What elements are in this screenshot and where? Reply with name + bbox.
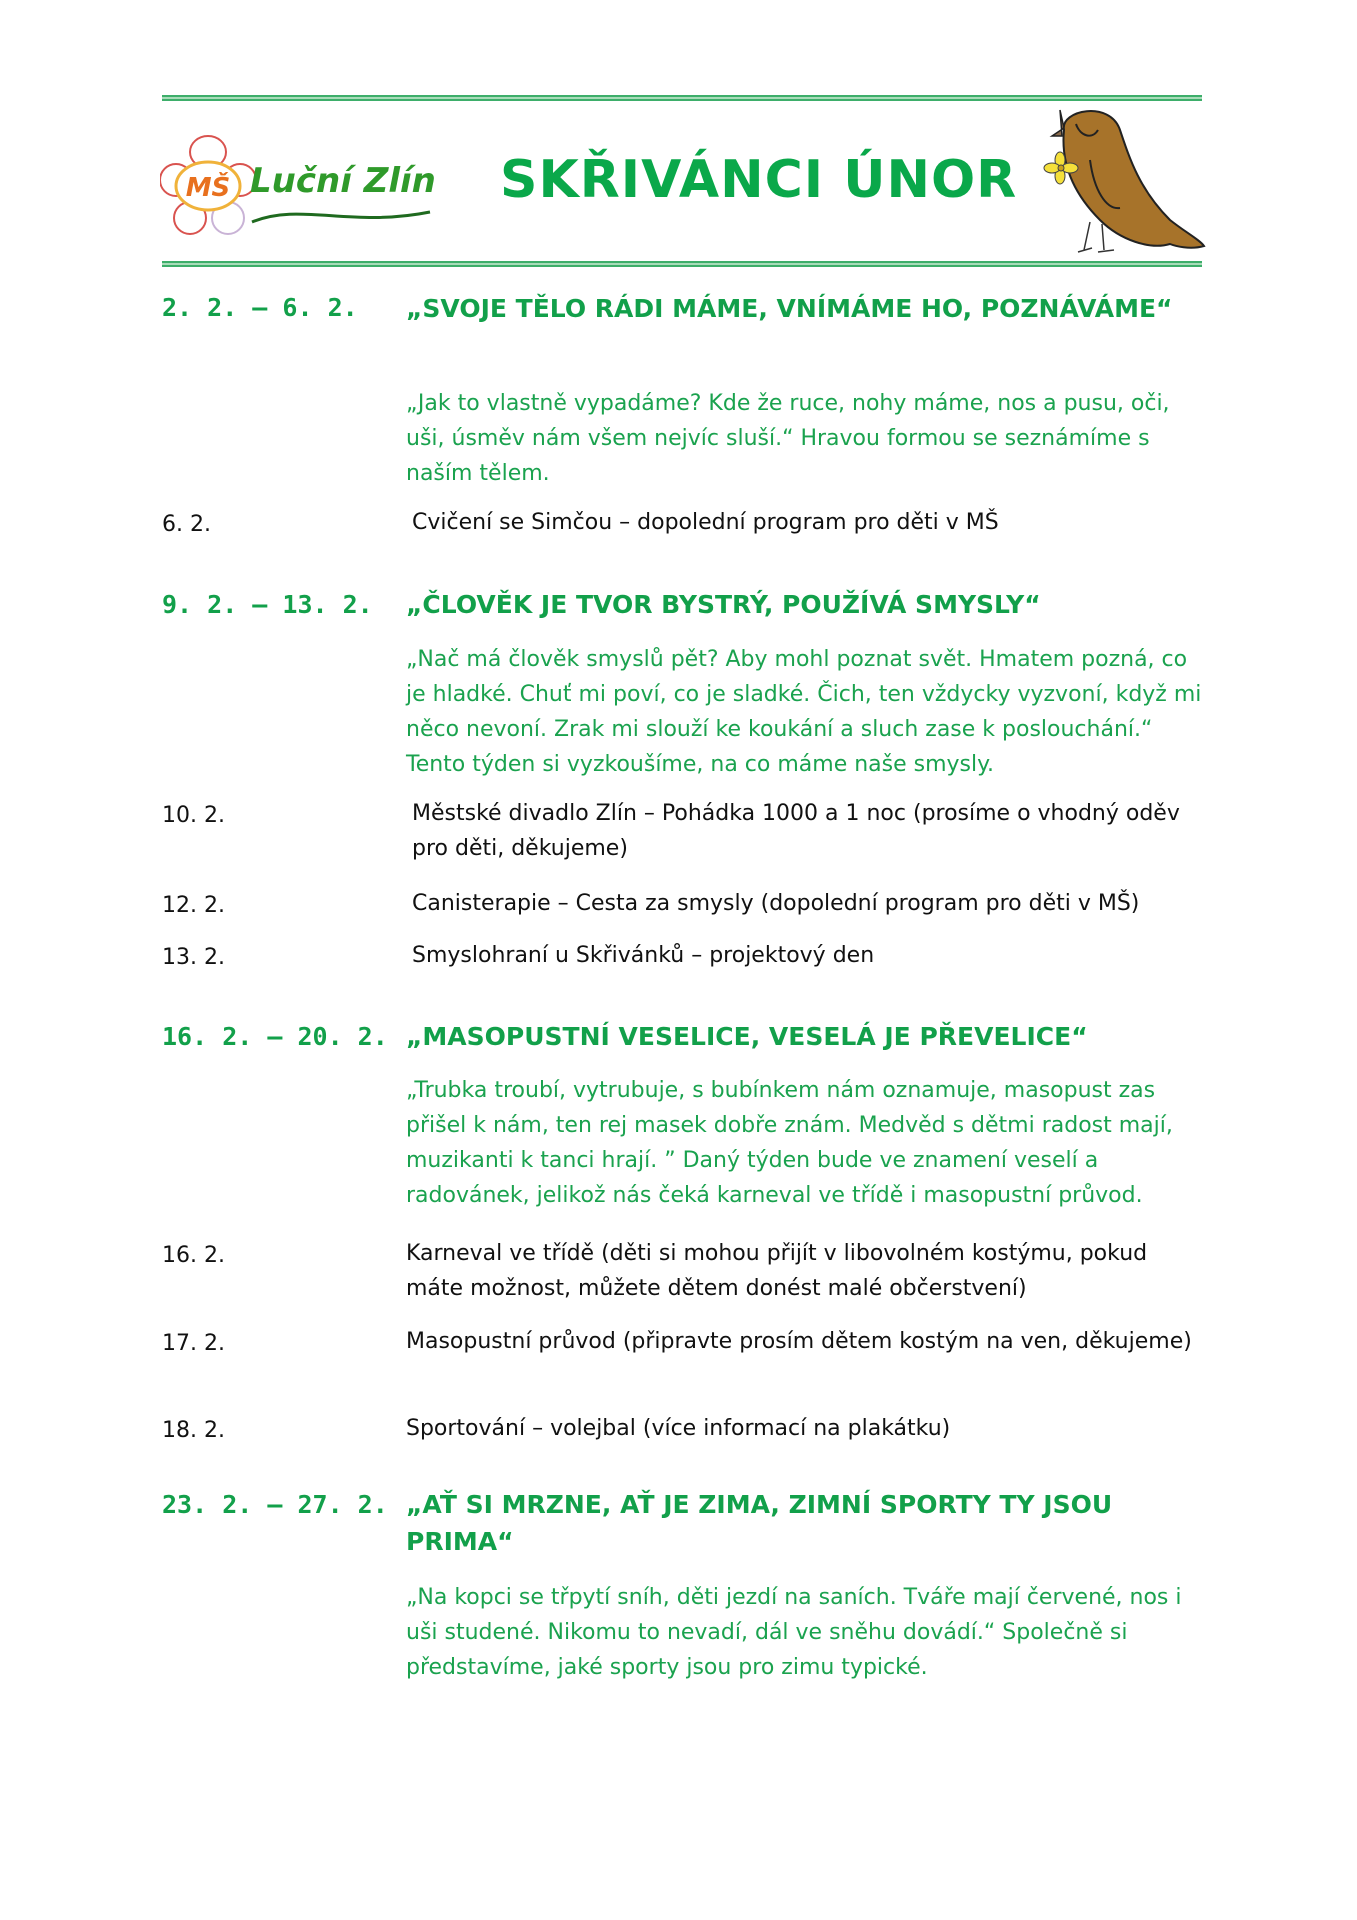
event-text: Karneval ve třídě (děti si mohou přijít v libovolném kostýmu, pokud máte možnost, můžete dětem donést malé občerstvení)	[406, 1241, 1148, 1301]
event-text: Masopustní průvod (připravte prosím dětem kostým na ven, děkujeme)	[406, 1329, 1192, 1354]
event-date: 6. 2.	[162, 512, 211, 537]
week-date: 9. 2. – 13. 2.	[162, 590, 373, 619]
logo-badge: MŠ	[185, 173, 231, 203]
event-date: 12. 2.	[162, 893, 225, 918]
event-text: Sportování – volejbal (více informací na plakátku)	[406, 1416, 951, 1441]
event-date: 10. 2.	[162, 803, 225, 828]
school-logo	[160, 130, 450, 240]
week-theme: „SVOJE TĚLO RÁDI MÁME, VNÍMÁME HO, POZNÁVÁME“	[406, 294, 1173, 323]
event-date: 18. 2.	[162, 1418, 225, 1443]
week-theme: „AŤ SI MRZNE, AŤ JE ZIMA, ZIMNÍ SPORTY TY JSOU PRIMA“	[406, 1490, 1113, 1556]
page-title: SKŘIVÁNCI ÚNOR	[500, 150, 1018, 210]
week-description: „Trubka troubí, vytrubuje, s bubínkem nám oznamuje, masopust zas přišel k nám, ten rej masek dobře znám. Medvěd s dětmi radost mají, muzikanti k tanci hrají. ” Daný týden bude ve znamení veselí a radovánek, jelikož nás čeká karneval ve třídě i masopustní průvod.	[406, 1078, 1173, 1208]
week-description: „Nač má člověk smyslů pět? Aby mohl poznat svět. Hmatem pozná, co je hladké. Chuť mi poví, co je sladké. Čich, ten vždycky vyzvoní, když mi něco nevoní. Zrak mi slouží ke koukání a sluch zase k poslouchání.“ Tento týden si vyzkoušíme, na co máme naše smysly.	[406, 647, 1202, 777]
logo-text: Luční Zlín	[250, 161, 436, 201]
event-text: Cvičení se Simčou – dopolední program pro děti v MŠ	[412, 510, 999, 535]
week-description: „Na kopci se třpytí sníh, děti jezdí na saních. Tváře mají červené, nos i uši studené. Nikomu to nevadí, dál ve sněhu dovádí.“ Společně si představíme, jaké sporty jsou pro zimu typické.	[406, 1585, 1182, 1680]
event-text: Smyslohraní u Skřivánků – projektový den	[412, 943, 875, 968]
event-date: 16. 2.	[162, 1243, 225, 1268]
week-date: 16. 2. – 20. 2.	[162, 1022, 388, 1051]
event-date: 17. 2.	[162, 1331, 225, 1356]
week-date: 23. 2. – 27. 2.	[162, 1490, 388, 1519]
event-text: Městské divadlo Zlín – Pohádka 1000 a 1 noc (prosíme o vhodný oděv pro děti, děkujeme)	[412, 801, 1180, 861]
week-date: 2. 2. – 6. 2.	[162, 293, 358, 322]
week-description: „Jak to vlastně vypadáme? Kde že ruce, nohy máme, nos a pusu, oči, uši, úsměv nám všem nejvíc sluší.“ Hravou formou se seznámíme s naším tělem.	[406, 391, 1170, 486]
bird-icon	[1020, 100, 1210, 260]
event-date: 13. 2.	[162, 945, 225, 970]
logo-swoosh	[252, 212, 430, 222]
week-theme: „MASOPUSTNÍ VESELICE, VESELÁ JE PŘEVELICE“	[406, 1022, 1088, 1051]
week-theme: „ČLOVĚK JE TVOR BYSTRÝ, POUŽÍVÁ SMYSLY“	[406, 590, 1041, 619]
header-bottom-rule	[162, 261, 1202, 267]
event-text: Canisterapie – Cesta za smysly (dopolední program pro děti v MŠ)	[412, 891, 1140, 916]
